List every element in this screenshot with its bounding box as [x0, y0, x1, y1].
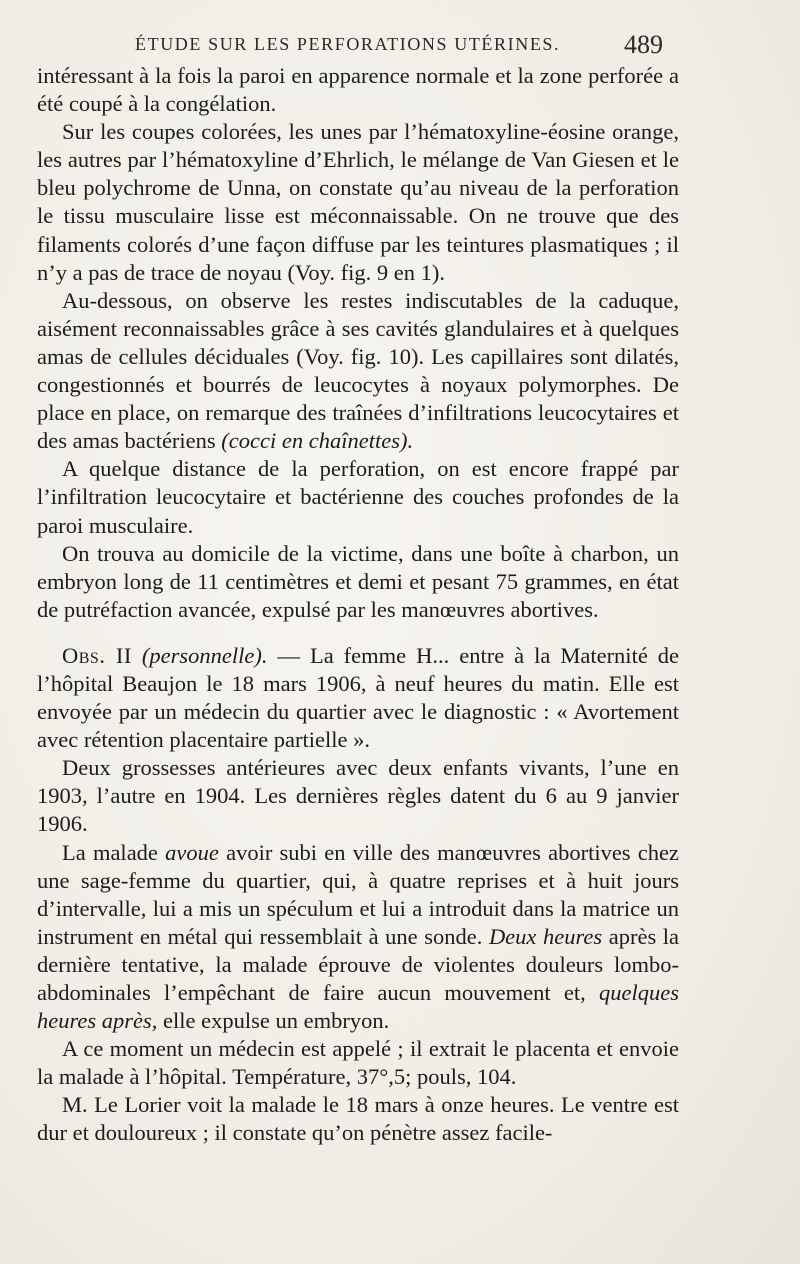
paragraph: On trouva au domicile de la victime, dans une boîte à charbon, un embryon long de 11 centimètres et demi et pesant 75 grammes, en état de putréfaction avancée, expulsé par les manœuvres abortives. — [37, 540, 679, 622]
observation-label: Obs. II — [62, 642, 132, 668]
paragraph-text: après la dernière tentative, la malade éprouve de violentes douleurs lombo-abdominales l’empêchant de faire aucun mouvement et, — [37, 923, 680, 1005]
paragraph: Deux grossesses antérieures avec deux enfants vivants, l’une en 1903, l’autre en 1904. Les dernières règles datent du 6 au 9 janvier 1906. — [37, 755, 679, 837]
italic-phrase: (cocci en chaînettes). — [221, 428, 414, 454]
running-title: ÉTUDE SUR LES PERFORATIONS UTÉRINES. — [135, 34, 561, 54]
body-text — [37, 62, 679, 1148]
paragraph-text: elle expulse un embryon. — [163, 1008, 390, 1034]
paragraph — [37, 287, 679, 456]
observation-paragraph — [37, 642, 679, 754]
italic-phrase: Deux heures — [488, 923, 603, 949]
paragraph-text: La malade — [62, 839, 158, 865]
paragraph-text: avoir subi en ville des manœuvres abortives chez une sage-femme du quartier, qui, à quatre reprises et à huit jours d’intervalle, lui a mis un spéculum et lui a introduit dans la matrice un instrument en métal qui ressemblait à une sonde. — [37, 839, 679, 949]
italic-phrase: (personnelle). — [141, 642, 268, 668]
paragraph-text: Au-dessous, on observe les restes indiscutables de la caduque, aisément reconnaissables grâce à ses cavités glandulaires et à quelques amas de cellules déciduales (Voy. fig. 10). Les capillaires sont dilatés, congestionnés et bourrés de leucocytes à noyaux polymorphes. De place en place, on remarque des traînées d’infiltrations leucocytaires et des amas bactériens — [37, 287, 679, 454]
paragraph: intéressant à la fois la paroi en apparence normale et la zone perforée a été coupé à la congélation. — [37, 63, 679, 117]
paragraph: M. Le Lorier voit la malade le 18 mars à onze heures. Le ventre est dur et douloureux ; il constate qu’on pénètre assez facile- — [37, 1092, 679, 1146]
paragraph: A ce moment un médecin est appelé ; il extrait le placenta et envoie la malade à l’hôpital. Température, 37°,5; pouls, 104. — [37, 1036, 679, 1090]
paragraph — [37, 839, 679, 1036]
italic-phrase: quelques heures après, — [37, 980, 680, 1034]
paragraph: Sur les coupes colorées, les unes par l’hématoxyline-éosine orange, les autres par l’hématoxyline d’Ehrlich, le mélange de Van Giesen et le bleu polychrome de Unna, on constate qu’au niveau de la perforation le tissu musculaire lisse est méconnaissable. On ne trouve que des filaments colorés d’une façon diffuse par les teintures plasmatiques ; il n’y a pas de trace de noyau (Voy. fig. 9 en 1). — [37, 119, 679, 285]
paragraph-text: — La femme H... entre à la Maternité de l’hôpital Beaujon le 18 mars 1906, à neuf heures du matin. Elle est envoyée par un médecin du quartier avec le diagnostic : « Avortement avec rétention placentaire partielle ». — [37, 642, 680, 753]
page-number: 489 — [624, 30, 663, 59]
paragraph: A quelque distance de la perforation, on est encore frappé par l’infiltration leucocytaire et bactérienne des couches profondes de la paroi musculaire. — [37, 456, 679, 538]
italic-phrase: avoue — [165, 839, 219, 865]
